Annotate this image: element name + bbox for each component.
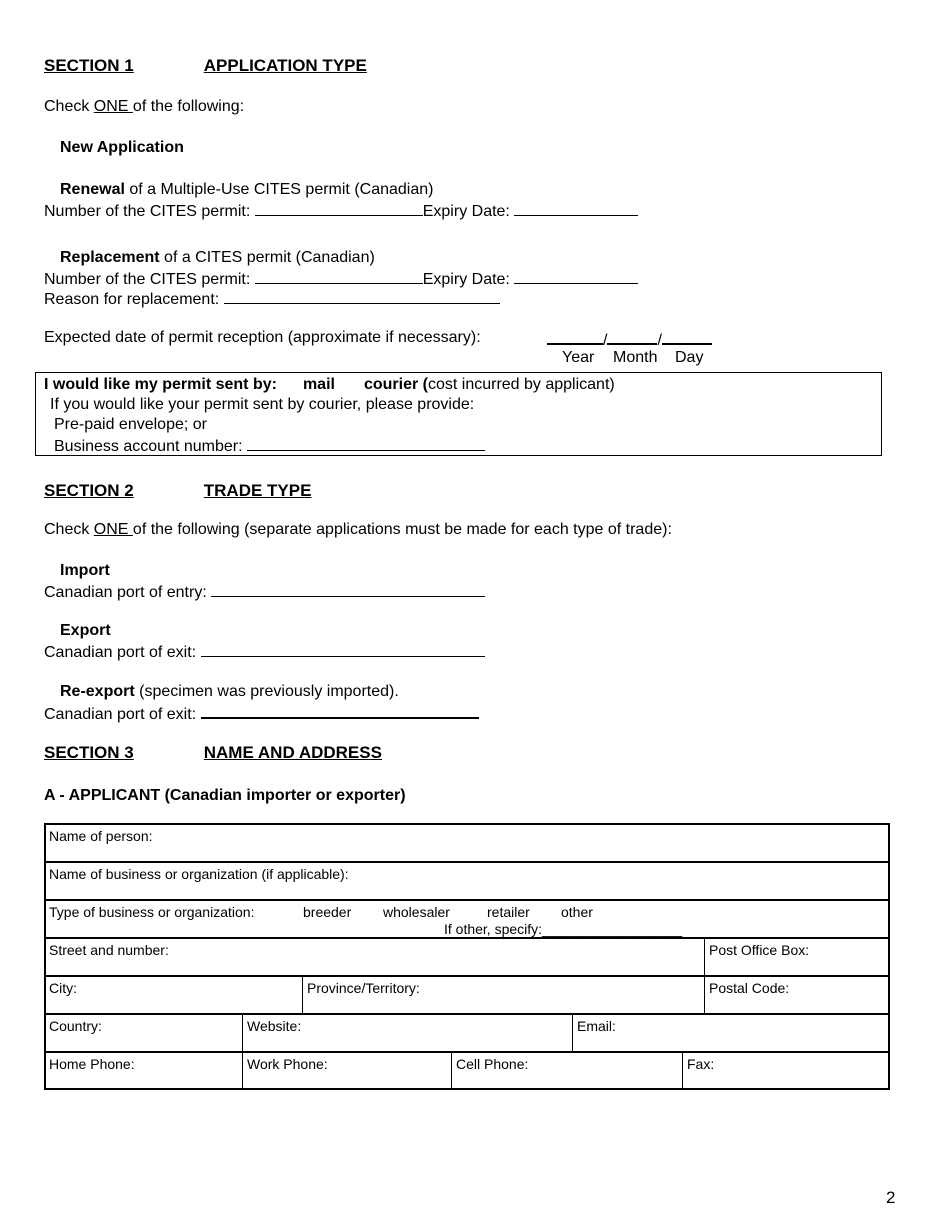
replacement-label: Replacement (60, 249, 160, 266)
check-prefix: Check (44, 98, 94, 115)
section-1-title: APPLICATION TYPE (203, 56, 367, 75)
business-type-wholesaler[interactable]: wholesaler (383, 904, 450, 920)
section-3-number: SECTION 3 (44, 743, 134, 762)
section-1-number: SECTION 1 (44, 56, 134, 75)
section-3-title: NAME AND ADDRESS (203, 743, 382, 762)
applicant-heading: A - APPLICANT (Canadian importer or exporter) (44, 787, 406, 804)
col-divider (572, 1014, 573, 1051)
section-2-number: SECTION 2 (44, 481, 134, 500)
option-export[interactable]: Export (60, 622, 111, 639)
applicant-table (44, 823, 890, 1090)
renewal-desc: of a Multiple-Use CITES permit (Canadian) (124, 181, 434, 198)
replacement-permit-number-field[interactable] (255, 269, 423, 284)
reexport-port-label: Canadian port of exit: (44, 706, 201, 723)
replacement-permit-number-label: Number of the CITES permit: (44, 271, 255, 288)
check-suffix: of the following: (132, 98, 245, 115)
import-port-label: Canadian port of entry: (44, 584, 212, 601)
work-phone-field[interactable]: Work Phone: (247, 1056, 328, 1072)
row-divider (46, 861, 888, 863)
reexport-desc: (specimen was previously imported). (134, 683, 399, 700)
date-month-field[interactable] (607, 329, 657, 345)
section-3-heading (44, 744, 382, 762)
option-import[interactable]: Import (60, 562, 110, 579)
renewal-permit-number-label: Number of the CITES permit: (44, 203, 255, 220)
replacement-expiry-label: Expiry Date: (422, 271, 515, 288)
row-divider (46, 899, 888, 901)
export-port-row (44, 642, 485, 662)
import-port-field[interactable] (211, 582, 485, 597)
import-port-row (44, 582, 485, 602)
expected-date-fields (547, 329, 712, 350)
col-divider (451, 1052, 452, 1090)
business-type-retailer[interactable]: retailer (487, 904, 530, 920)
check-one: ONE (93, 98, 133, 115)
replacement-expiry-field[interactable] (514, 269, 638, 284)
section-2-heading (44, 482, 311, 500)
check-prefix: Check (44, 521, 94, 538)
section-1-instruction (44, 98, 244, 116)
business-type-other-specify[interactable]: If other, specify:__________________ (444, 921, 683, 937)
replacement-reason-row (44, 289, 500, 309)
business-name-field[interactable]: Name of business or organization (if applicable): (49, 866, 349, 882)
option-new-application[interactable]: New Application (60, 139, 184, 156)
postal-code-field[interactable]: Postal Code: (709, 980, 790, 996)
page-number: 2 (886, 1188, 896, 1207)
col-divider (682, 1052, 683, 1090)
city-field[interactable]: City: (49, 980, 77, 996)
section-2-instruction (44, 521, 672, 539)
date-year-caption: Year (562, 349, 595, 366)
date-separator: / (603, 332, 608, 349)
replacement-reason-field[interactable] (224, 289, 500, 304)
business-account-row (54, 436, 485, 456)
delivery-label: I would like my permit sent by: (44, 376, 277, 393)
expected-date-label: Expected date of permit reception (approximate if necessary): (44, 329, 481, 346)
date-month-caption: Month (613, 349, 658, 366)
col-divider (302, 976, 303, 1013)
courier-label: courier ( (363, 376, 428, 393)
renewal-permit-number-field[interactable] (255, 201, 423, 216)
cell-phone-field[interactable]: Cell Phone: (456, 1056, 529, 1072)
province-field[interactable]: Province/Territory: (307, 980, 420, 996)
option-renewal[interactable] (60, 181, 433, 199)
renewal-permit-row (44, 201, 638, 221)
row-divider (46, 975, 888, 977)
fax-field[interactable]: Fax: (687, 1056, 715, 1072)
courier-cost-note: cost incurred by applicant) (427, 376, 615, 393)
business-type-other[interactable]: other (561, 904, 593, 920)
option-replacement[interactable] (60, 249, 375, 267)
date-separator: / (657, 332, 662, 349)
po-box-field[interactable]: Post Office Box: (709, 942, 810, 958)
country-field[interactable]: Country: (49, 1018, 102, 1034)
business-account-label: Business account number: (54, 438, 247, 455)
replacement-reason-label: Reason for replacement: (44, 291, 224, 308)
section-2-title: TRADE TYPE (203, 481, 312, 500)
reexport-port-field[interactable] (201, 703, 479, 719)
business-type-breeder[interactable]: breeder (303, 904, 352, 920)
date-day-caption: Day (675, 349, 704, 366)
home-phone-field[interactable]: Home Phone: (49, 1056, 135, 1072)
col-divider (704, 938, 705, 1013)
email-field[interactable]: Email: (577, 1018, 616, 1034)
renewal-label: Renewal (60, 181, 125, 198)
col-divider (242, 1014, 243, 1090)
row-divider (46, 1051, 888, 1053)
delivery-option-mail[interactable]: mail (302, 376, 335, 393)
replacement-permit-row (44, 269, 638, 289)
renewal-expiry-field[interactable] (514, 201, 638, 216)
delivery-option-courier[interactable] (364, 376, 615, 393)
prepaid-envelope-option[interactable]: Pre-paid envelope; or (54, 416, 207, 433)
check-suffix: of the following (separate applications must be made for each type of trade): (132, 521, 672, 538)
date-day-field[interactable] (662, 329, 712, 345)
export-port-field[interactable] (201, 642, 485, 657)
replacement-desc: of a CITES permit (Canadian) (159, 249, 375, 266)
business-account-field[interactable] (247, 436, 485, 451)
check-one: ONE (93, 521, 133, 538)
row-divider (46, 937, 888, 939)
export-port-label: Canadian port of exit: (44, 644, 201, 661)
renewal-expiry-label: Expiry Date: (422, 203, 515, 220)
website-field[interactable]: Website: (247, 1018, 302, 1034)
street-field[interactable]: Street and number: (49, 942, 169, 958)
reexport-port-row (44, 703, 479, 724)
option-reexport[interactable] (60, 683, 399, 701)
section-1-heading (44, 57, 367, 75)
date-year-field[interactable] (547, 329, 603, 345)
courier-instructions: If you would like your permit sent by courier, please provide: (50, 396, 475, 413)
delivery-method-row (44, 376, 615, 394)
name-of-person-field[interactable]: Name of person: (49, 828, 153, 844)
reexport-label: Re-export (60, 683, 135, 700)
business-type-label: Type of business or organization: (49, 904, 255, 920)
row-divider (46, 1013, 888, 1015)
